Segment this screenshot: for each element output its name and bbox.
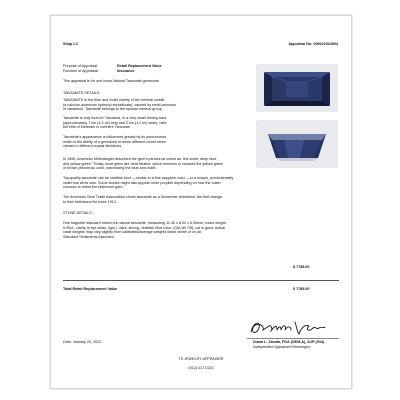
tanzanite-details-heading: TANZANITE DETAILS - bbox=[63, 91, 102, 95]
paragraph-line: Tanzanite's appearance is influenced greatly by its pleochroism, bbox=[63, 135, 168, 139]
total-label: Total Retail Replacement Value bbox=[63, 287, 118, 291]
paragraph-line: to their birthstone list since 1912. bbox=[63, 199, 117, 204]
purpose-label: Purpose of Appraisal: bbox=[63, 64, 99, 68]
appraisal-date: Date: January 24, 2022 bbox=[63, 340, 102, 344]
stone-line: Standard Treatments Assumed. bbox=[63, 234, 115, 239]
appraisal-number: Appraisal No: 000022024004 bbox=[288, 42, 338, 46]
appraisal-document bbox=[50, 15, 352, 389]
item-price: $ 7788.00 bbox=[293, 265, 310, 269]
paragraph-line: (approximately 7 km (4.3 mi) long and 2 km (1.2 mi) wide), near bbox=[63, 120, 167, 125]
paragraph-line: which is the ability of a gemstone to show different colors when bbox=[63, 139, 166, 144]
gem-photo-top-icon bbox=[256, 64, 338, 112]
function-label: Function of Appraisal: bbox=[63, 69, 99, 73]
paragraph-line: (a calcium aluminum hydroxyl sorosilicate), caused by small amounts bbox=[63, 102, 176, 107]
signature-line bbox=[247, 338, 339, 339]
gem-photo-side-icon bbox=[256, 120, 338, 168]
paragraph-line: Top-quality tanzanite can be violetish blue —similar to a fine sapphire color —or a unique, predominately bbox=[63, 176, 234, 180]
handwritten-signature-icon bbox=[247, 316, 327, 338]
stone-line: carat weights may vary slightly from calibrated/average weights listed online or on air. bbox=[63, 230, 203, 234]
stone-line: One baguette standard mixed cut natural tanzanite, measuring 11.40 x 8.02 x 6.50mm, exact weight bbox=[63, 221, 226, 225]
paragraph-line: or brown pleochroic color, maximizing the blue and violet. bbox=[63, 166, 157, 170]
footer-org: TX JEWELRY APPRAISER bbox=[178, 357, 224, 361]
paragraph-line: Tanzanite is only found in Tanzania, in a very small mining area bbox=[63, 116, 167, 120]
stone-line: 5.90ct., clarity is eye clean, type I, dark, strong, violetish blue color, (GIA vB 7/5), cut is good. Actual bbox=[63, 225, 226, 230]
purpose-value: Retail Replacement Value bbox=[117, 64, 162, 68]
paragraph-line: viewed in different crystal directions. bbox=[63, 144, 123, 148]
paragraph-line: violet hue all its own. Some stones might also appear more purplish depending on how the cutter bbox=[63, 180, 221, 185]
appraiser-name: Diana L. Zavala, FGA (GEM-A), AJP (GIA) bbox=[253, 340, 325, 344]
paragraph-line: The American Gem Trade Association chose tanzanite as a December birthstone, the first change bbox=[63, 195, 223, 199]
intro-text: This appraisal is for one loose Natural Tanzanite gemstone. bbox=[63, 79, 160, 83]
paragraph-line: TANZANITE is the blue and violet variety of the mineral zoisite bbox=[63, 98, 165, 102]
company-name: Shop LC bbox=[63, 42, 79, 46]
total-value: $ 7788.00 bbox=[293, 287, 310, 291]
paragraph-line: chooses to orient the fashioned gem. bbox=[63, 185, 124, 189]
function-value: Insurance bbox=[117, 69, 135, 73]
paragraph-line: In 1969, American Mineralogist described the gem's pleochroic colors as 'red-violet, deep blue, bbox=[63, 157, 218, 161]
paragraph-line: and yellow green.' Today, most gems are heat treated, which removes or reduces the yellow green bbox=[63, 161, 224, 166]
paragraph-line: of vanadium. Tanzanite belongs to the epidote mineral group. bbox=[63, 107, 163, 111]
appraiser-title: Independent Appraiser/Gemologist bbox=[253, 344, 310, 349]
footer-phone: (512) 417-0223 bbox=[188, 366, 214, 370]
paragraph-line: the hills of Mererani in northern Tanzania. bbox=[63, 125, 131, 129]
divider bbox=[63, 280, 339, 281]
stone-details-heading: STONE DETAILS - bbox=[63, 211, 95, 215]
